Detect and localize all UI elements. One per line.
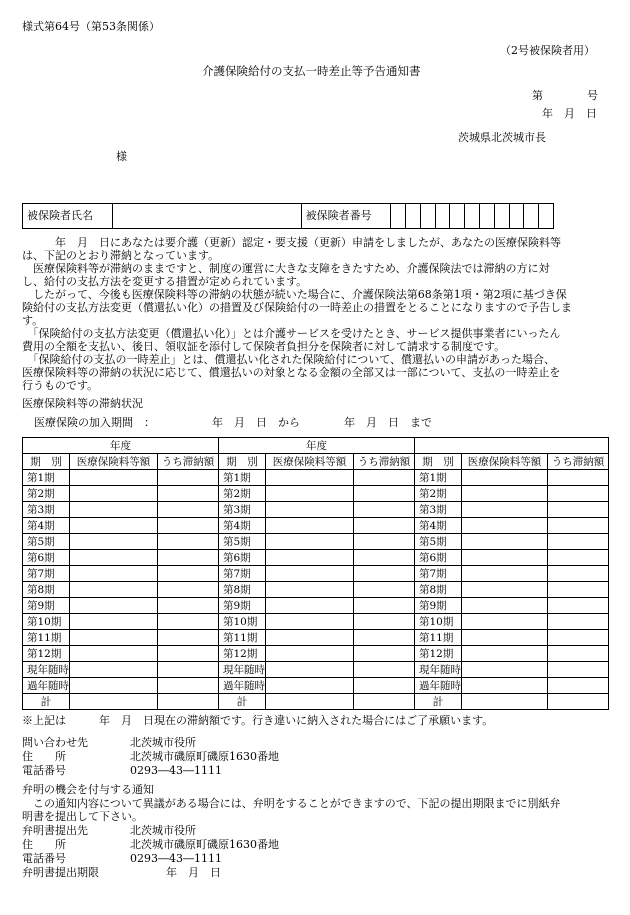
arrears-cell[interactable] xyxy=(548,630,609,646)
appeal-text-line: 明書を提出して下さい。 xyxy=(22,810,143,823)
period-cell: 第1期 xyxy=(219,470,266,486)
table-row xyxy=(23,566,609,582)
contact-label: 問い合わせ先 xyxy=(22,736,88,749)
arrears-cell[interactable] xyxy=(158,518,219,534)
phone-label: 電話番号 xyxy=(22,764,66,777)
amount-cell[interactable] xyxy=(462,630,548,646)
period-cell: 第12期 xyxy=(219,646,266,662)
insured-type: （2号被保険者用） xyxy=(500,44,595,57)
col-amount: 医療保険料等額 xyxy=(462,454,548,470)
appeal-address-label: 住 所 xyxy=(22,838,66,851)
period-cell: 第7期 xyxy=(219,566,266,582)
body-line: し、給付の支払方法を変更する措置が定められています。 xyxy=(22,275,308,288)
period-cell: 現年随時 xyxy=(219,662,266,678)
col-arrears: うち滞納額 xyxy=(158,454,219,470)
document-date: 年 月 日 xyxy=(542,107,597,120)
fiscal-year-header: 年度 xyxy=(219,438,415,454)
table-row xyxy=(23,502,609,518)
insured-info-table xyxy=(22,203,554,229)
body-line: 医療保険料等が滞納のままですと、制度の運営に大きな支障をきたすため、介護保険法では滞納の方に対 xyxy=(22,262,550,275)
table-row xyxy=(23,534,609,550)
arrears-table xyxy=(22,437,609,710)
amount-cell[interactable] xyxy=(462,582,548,598)
amount-cell[interactable] xyxy=(462,518,548,534)
amount-cell[interactable] xyxy=(70,486,158,502)
coverage-period-label: 医療保険の加入期間 ： xyxy=(34,416,155,429)
arrears-cell[interactable] xyxy=(548,566,609,582)
amount-cell[interactable] xyxy=(70,694,158,710)
period-cell: 第1期 xyxy=(415,470,462,486)
amount-cell[interactable] xyxy=(266,614,354,630)
period-cell: 第3期 xyxy=(415,502,462,518)
amount-cell[interactable] xyxy=(266,582,354,598)
period-cell: 第5期 xyxy=(23,534,70,550)
amount-cell[interactable] xyxy=(70,534,158,550)
body-line: 医療保険料等の滞納の状況に応じて、償還払いの対象となる金額の全部又は一部について、支払の一時差止を xyxy=(22,366,561,379)
period-cell: 第11期 xyxy=(23,630,70,646)
arrears-cell[interactable] xyxy=(158,662,219,678)
arrears-cell[interactable] xyxy=(354,678,415,694)
period-cell: 第6期 xyxy=(415,550,462,566)
amount-cell[interactable] xyxy=(70,646,158,662)
arrears-cell[interactable] xyxy=(158,550,219,566)
amount-cell[interactable] xyxy=(462,598,548,614)
arrears-cell[interactable] xyxy=(548,678,609,694)
arrears-cell[interactable] xyxy=(548,470,609,486)
arrears-cell[interactable] xyxy=(158,566,219,582)
body-line: 費用の全額を支払い、後日、領収証を添付して保険者負担分を保険者に対して請求する制度です。 xyxy=(22,340,506,353)
period-cell: 過年随時 xyxy=(219,678,266,694)
body-line: 「保険給付の支払方法変更（償還払い化）」とは介護サービスを受けたとき、サービス提供事業者にいったん xyxy=(22,327,561,340)
fiscal-year-row xyxy=(23,438,609,454)
col-arrears: うち滞納額 xyxy=(354,454,415,470)
period-cell: 第3期 xyxy=(23,502,70,518)
arrears-cell[interactable] xyxy=(354,598,415,614)
recipient-suffix: 様 xyxy=(116,150,127,163)
amount-cell[interactable] xyxy=(462,486,548,502)
body-line: は、下記のとおり滞納となっています。 xyxy=(22,249,220,262)
arrears-note: ※上記は 年 月 日現在の滞納額です。行き違いに納入された場合にはご了承願います。 xyxy=(22,714,494,727)
arrears-cell[interactable] xyxy=(548,518,609,534)
arrears-status-heading: 医療保険料等の滞納状況 xyxy=(22,397,143,410)
appeal-submit-label: 弁明書提出先 xyxy=(22,824,88,837)
amount-cell[interactable] xyxy=(266,502,354,518)
arrears-cell[interactable] xyxy=(354,502,415,518)
table-row xyxy=(23,486,609,502)
arrears-cell[interactable] xyxy=(548,662,609,678)
insured-number-digit[interactable] xyxy=(539,204,554,229)
amount-cell[interactable] xyxy=(266,550,354,566)
amount-cell[interactable] xyxy=(70,614,158,630)
arrears-cell[interactable] xyxy=(354,534,415,550)
amount-cell[interactable] xyxy=(266,662,354,678)
amount-cell[interactable] xyxy=(462,614,548,630)
insured-number-label: 被保険者番号 xyxy=(301,204,391,229)
appeal-submit-value: 北茨城市役所 xyxy=(130,824,196,837)
arrears-cell[interactable] xyxy=(158,470,219,486)
amount-cell[interactable] xyxy=(266,518,354,534)
amount-cell[interactable] xyxy=(70,598,158,614)
insured-number-digit[interactable] xyxy=(494,204,509,229)
fiscal-year-header xyxy=(415,438,609,454)
period-cell: 第5期 xyxy=(219,534,266,550)
arrears-cell[interactable] xyxy=(158,486,219,502)
table-row xyxy=(23,470,609,486)
period-cell: 第6期 xyxy=(23,550,70,566)
period-cell: 第9期 xyxy=(415,598,462,614)
arrears-cell[interactable] xyxy=(354,470,415,486)
body-line: 行うものです。 xyxy=(22,379,99,392)
amount-cell[interactable] xyxy=(462,534,548,550)
amount-cell[interactable] xyxy=(266,470,354,486)
amount-cell[interactable] xyxy=(70,582,158,598)
table-row xyxy=(23,694,609,710)
period-cell: 第9期 xyxy=(23,598,70,614)
amount-cell[interactable] xyxy=(462,694,548,710)
arrears-cell[interactable] xyxy=(158,614,219,630)
appeal-text-line: この通知内容について異議がある場合には、弁明をすることができますので、下記の提出期限までに別紙弁 xyxy=(22,797,561,810)
table-row xyxy=(23,598,609,614)
period-cell: 第8期 xyxy=(219,582,266,598)
amount-cell[interactable] xyxy=(70,550,158,566)
coverage-period-to: 年 月 日 まで xyxy=(344,416,432,429)
table-row xyxy=(23,518,609,534)
amount-cell[interactable] xyxy=(70,566,158,582)
amount-cell[interactable] xyxy=(70,678,158,694)
arrears-table-body xyxy=(23,470,609,710)
insured-number-digit[interactable] xyxy=(420,204,435,229)
period-cell: 過年随時 xyxy=(23,678,70,694)
col-period: 期 別 xyxy=(415,454,462,470)
period-cell: 第8期 xyxy=(415,582,462,598)
document-title: 介護保険給付の支払一時差止等予告通知書 xyxy=(202,64,421,78)
arrears-cell[interactable] xyxy=(548,582,609,598)
insured-number-digit[interactable] xyxy=(509,204,524,229)
appeal-deadline-value: 年 月 日 xyxy=(166,866,221,879)
contact-value: 北茨城市役所 xyxy=(130,736,196,749)
period-cell: 過年随時 xyxy=(415,678,462,694)
arrears-cell[interactable] xyxy=(548,614,609,630)
insured-number-digit[interactable] xyxy=(465,204,480,229)
arrears-cell[interactable] xyxy=(354,582,415,598)
arrears-cell[interactable] xyxy=(354,518,415,534)
coverage-period-from: 年 月 日 から xyxy=(212,416,300,429)
insured-number-digit[interactable] xyxy=(406,204,421,229)
body-line: 年 月 日にあなたは要介護（更新）認定・要支援（更新）申請をしましたが、あなたの医療保険料等 xyxy=(22,236,561,249)
period-cell: 第2期 xyxy=(219,486,266,502)
col-period: 期 別 xyxy=(219,454,266,470)
arrears-cell[interactable] xyxy=(548,598,609,614)
insured-number-digit[interactable] xyxy=(524,204,539,229)
period-cell: 第2期 xyxy=(415,486,462,502)
period-cell: 第1期 xyxy=(23,470,70,486)
period-cell: 現年随時 xyxy=(415,662,462,678)
arrears-cell[interactable] xyxy=(354,486,415,502)
amount-cell[interactable] xyxy=(462,646,548,662)
form-number: 様式第64号（第53条関係） xyxy=(22,20,160,33)
table-row xyxy=(23,614,609,630)
address-label: 住 所 xyxy=(22,750,66,763)
body-line: したがって、今後も医療保険料等の滞納の状態が続いた場合に、介護保険法第68条第1項・第2項に基づき保 xyxy=(22,288,567,301)
period-cell: 第7期 xyxy=(415,566,462,582)
period-cell: 計 xyxy=(219,694,266,710)
document-number: 第 号 xyxy=(532,89,598,102)
period-cell: 第11期 xyxy=(219,630,266,646)
period-cell: 第4期 xyxy=(23,518,70,534)
arrears-cell[interactable] xyxy=(354,630,415,646)
arrears-cell[interactable] xyxy=(158,694,219,710)
amount-cell[interactable] xyxy=(462,662,548,678)
appeal-phone-label: 電話番号 xyxy=(22,852,66,865)
amount-cell[interactable] xyxy=(266,678,354,694)
arrears-cell[interactable] xyxy=(354,694,415,710)
body-line: 「保険給付の支払の一時差止」とは、償還払い化された保険給付について、償還払いの申請があった場合、 xyxy=(22,353,555,366)
period-cell: 第10期 xyxy=(415,614,462,630)
amount-cell[interactable] xyxy=(70,502,158,518)
arrears-cell[interactable] xyxy=(158,534,219,550)
amount-cell[interactable] xyxy=(462,550,548,566)
col-amount: 医療保険料等額 xyxy=(70,454,158,470)
appeal-phone-value: 0293―43―1111 xyxy=(130,852,222,865)
period-cell: 第5期 xyxy=(415,534,462,550)
period-cell: 第12期 xyxy=(415,646,462,662)
period-cell: 第3期 xyxy=(219,502,266,518)
amount-cell[interactable] xyxy=(70,470,158,486)
col-period: 期 別 xyxy=(23,454,70,470)
arrears-cell[interactable] xyxy=(158,582,219,598)
table-row xyxy=(23,662,609,678)
amount-cell[interactable] xyxy=(266,566,354,582)
amount-cell[interactable] xyxy=(70,662,158,678)
period-cell: 現年随時 xyxy=(23,662,70,678)
period-cell: 第8期 xyxy=(23,582,70,598)
address-value: 北茨城市磯原町磯原1630番地 xyxy=(130,750,279,763)
period-cell: 第10期 xyxy=(219,614,266,630)
amount-cell[interactable] xyxy=(70,518,158,534)
column-header-row xyxy=(23,454,609,470)
fiscal-year-header: 年度 xyxy=(23,438,219,454)
period-cell: 計 xyxy=(23,694,70,710)
arrears-cell[interactable] xyxy=(158,598,219,614)
amount-cell[interactable] xyxy=(266,646,354,662)
period-cell: 計 xyxy=(415,694,462,710)
period-cell: 第10期 xyxy=(23,614,70,630)
body-text xyxy=(22,236,608,392)
arrears-cell[interactable] xyxy=(548,550,609,566)
phone-value: 0293―43―1111 xyxy=(130,764,222,777)
insured-number-digit[interactable] xyxy=(450,204,465,229)
period-cell: 第2期 xyxy=(23,486,70,502)
arrears-cell[interactable] xyxy=(354,550,415,566)
appeal-heading: 弁明の機会を付与する通知 xyxy=(22,783,154,796)
arrears-cell[interactable] xyxy=(158,646,219,662)
col-amount: 医療保険料等額 xyxy=(266,454,354,470)
arrears-cell[interactable] xyxy=(354,662,415,678)
table-row xyxy=(23,550,609,566)
arrears-cell[interactable] xyxy=(354,646,415,662)
amount-cell[interactable] xyxy=(266,598,354,614)
amount-cell[interactable] xyxy=(266,534,354,550)
amount-cell[interactable] xyxy=(266,486,354,502)
arrears-cell[interactable] xyxy=(548,534,609,550)
insured-number-digit[interactable] xyxy=(435,204,450,229)
amount-cell[interactable] xyxy=(266,630,354,646)
insured-name-field[interactable] xyxy=(112,204,301,229)
arrears-cell[interactable] xyxy=(158,630,219,646)
arrears-cell[interactable] xyxy=(548,486,609,502)
arrears-cell[interactable] xyxy=(548,694,609,710)
table-row xyxy=(23,582,609,598)
period-cell: 第6期 xyxy=(219,550,266,566)
period-cell: 第12期 xyxy=(23,646,70,662)
period-cell: 第11期 xyxy=(415,630,462,646)
amount-cell[interactable] xyxy=(266,694,354,710)
amount-cell[interactable] xyxy=(462,566,548,582)
body-line: す。 xyxy=(22,314,44,327)
period-cell: 第4期 xyxy=(415,518,462,534)
appeal-address-value: 北茨城市磯原町磯原1630番地 xyxy=(130,838,279,851)
arrears-cell[interactable] xyxy=(354,566,415,582)
amount-cell[interactable] xyxy=(462,678,548,694)
amount-cell[interactable] xyxy=(70,630,158,646)
appeal-deadline-label: 弁明書提出期限 xyxy=(22,866,99,879)
period-cell: 第7期 xyxy=(23,566,70,582)
table-row xyxy=(23,678,609,694)
period-cell: 第4期 xyxy=(219,518,266,534)
issuer-name: 茨城県北茨城市長 xyxy=(458,131,546,144)
table-row xyxy=(23,630,609,646)
table-row xyxy=(23,646,609,662)
amount-cell[interactable] xyxy=(462,470,548,486)
col-arrears: うち滞納額 xyxy=(548,454,609,470)
period-cell: 第9期 xyxy=(219,598,266,614)
insured-name-label: 被保険者氏名 xyxy=(23,204,113,229)
arrears-cell[interactable] xyxy=(158,502,219,518)
insured-number-digit[interactable] xyxy=(391,204,406,229)
insured-number-digit[interactable] xyxy=(479,204,494,229)
amount-cell[interactable] xyxy=(462,502,548,518)
arrears-cell[interactable] xyxy=(548,502,609,518)
arrears-cell[interactable] xyxy=(354,614,415,630)
arrears-cell[interactable] xyxy=(548,646,609,662)
arrears-cell[interactable] xyxy=(158,678,219,694)
body-line: 険給付の支払方法変更（償還払い化）の措置及び保険給付の一時差止の措置をとることになりますので予告しま xyxy=(22,301,572,314)
